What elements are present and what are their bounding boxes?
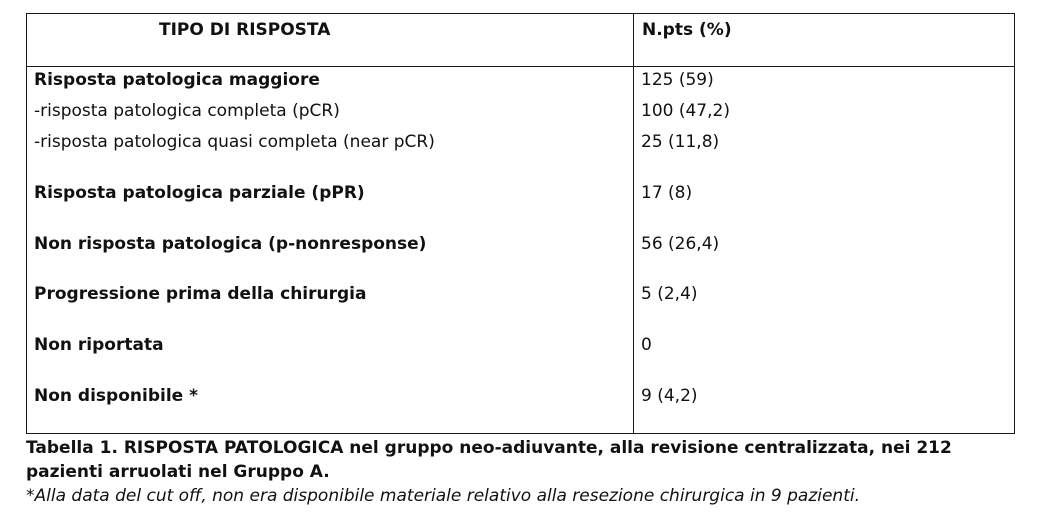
row-label: Risposta patologica maggiore: [34, 70, 320, 90]
row-label: -risposta patologica completa (pCR): [34, 101, 340, 121]
header-response-type: TIPO DI RISPOSTA: [159, 20, 331, 40]
row-value: 25 (11,8): [641, 132, 720, 152]
row-value: 17 (8): [641, 183, 693, 203]
row-value: 0: [641, 335, 652, 355]
row-label: Non disponibile *: [34, 386, 198, 406]
row-label: -risposta patologica quasi completa (near pCR): [34, 132, 435, 152]
row-value: 9 (4,2): [641, 386, 698, 406]
row-value: 56 (26,4): [641, 234, 720, 254]
row-label: Non riportata: [34, 335, 164, 355]
table-header-row: [27, 14, 1014, 67]
row-label: Risposta patologica parziale (pPR): [34, 183, 365, 203]
row-label: Progressione prima della chirurgia: [34, 284, 367, 304]
caption-title: Tabella 1. RISPOSTA PATOLOGICA nel gruppo neo-adiuvante, alla revisione centralizzata, nei 212 pazienti arruolati nel Gruppo A.: [26, 438, 952, 482]
column-divider: [633, 14, 634, 433]
row-value: 125 (59): [641, 70, 714, 90]
header-n-patients: N.pts (%): [642, 20, 732, 40]
row-value: 5 (2,4): [641, 284, 698, 304]
row-label: Non risposta patologica (p-nonresponse): [34, 234, 427, 254]
caption-footnote: *Alla data del cut off, non era disponibile materiale relativo alla resezione chirurgica in 9 pazienti.: [26, 486, 860, 506]
row-value: 100 (47,2): [641, 101, 730, 121]
table-caption: [26, 436, 1016, 508]
response-table: [26, 13, 1015, 434]
